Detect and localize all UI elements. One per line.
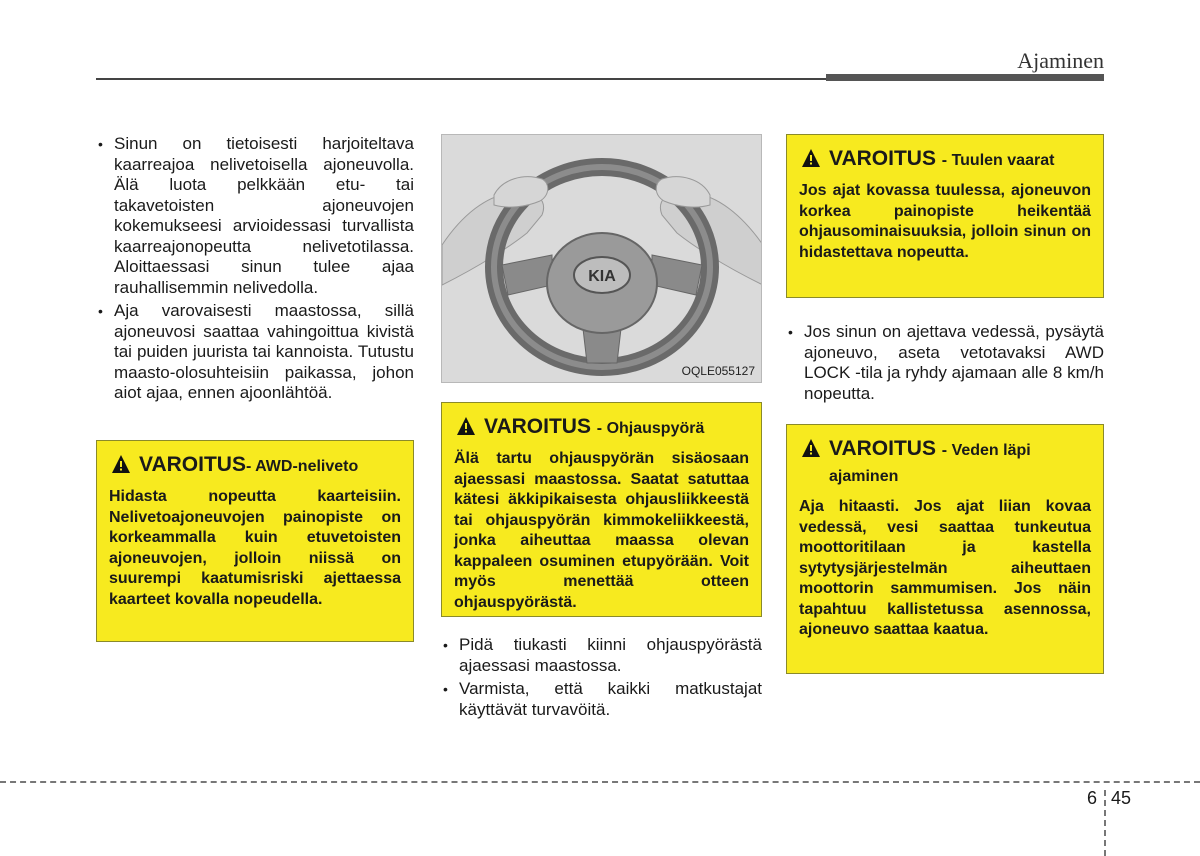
steering-wheel-illustration	[442, 135, 762, 383]
right-bullets	[786, 322, 1104, 407]
warning-triangle-icon	[801, 438, 821, 458]
middle-bullets	[441, 635, 762, 723]
warning-heading	[799, 147, 1091, 173]
warning-body: Älä tartu ohjauspyörän sisäosaan ajaessasi maastossa. Saatat satuttaa kätesi äkkipikaisesta ohjausliikkeestä tai ohjauspyörän kimmokeliikkeestä, jonka aiheuttaa maassa olevan kappaleen osuminen etupyörään. Voit myös menettää otteen ohjauspyörästä.	[454, 450, 749, 611]
left-bullet-list	[96, 134, 414, 404]
warning-title: - AWD-neliveto	[245, 458, 359, 475]
footer-rule	[0, 781, 1200, 783]
warning-box-wind	[786, 134, 1104, 298]
header-rule-accent	[826, 74, 1104, 81]
warning-body: Jos ajat kovassa tuulessa, ajoneuvon korkea painopiste heikentää ohjausominaisuuksia, jolloin sinun on hidastettava nopeutta.	[799, 182, 1091, 261]
list-item: • Varmista, että kaikki matkustajat käyttävät turvavöitä.	[441, 679, 762, 720]
warning-triangle-icon	[456, 416, 476, 436]
warning-title: - Ohjauspyörä	[596, 420, 705, 437]
warning-label: VAROITUS	[829, 147, 936, 170]
warning-body: Hidasta nopeutta kaarteisiin. Nelivetoajoneuvojen painopiste on korkeammalla kuin etuvetoisten ajoneuvojen, jolloin niissä on suurempi kaatumisriski ajettaessa kaarteet kovalla nopeudella.	[109, 488, 401, 608]
page-number: 45	[1111, 788, 1132, 808]
kia-logo-text: KIA	[588, 268, 616, 285]
warning-heading	[454, 415, 749, 441]
list-item: • Aja varovaisesti maastossa, sillä ajoneuvosi saattaa vahingoittua kivistä tai puiden juurista tai kannoista. Tutustu maasto-olosuhteisiin paikassa, johon aiot ajaa, ennen ajoonlähtöä.	[96, 301, 414, 404]
warning-body: Aja hitaasti. Jos ajat liian kovaa vedessä, vesi saattaa tunkeutua moottoritilaan ja kastella sytytysjärjestelmän aiheuttaen moottorin sammumisen. Jos näin tapahtuu kallistetussa asennossa, ajoneuvo saattaa kaatua.	[799, 498, 1091, 638]
warning-triangle-icon	[111, 454, 131, 474]
steering-wheel-figure	[441, 134, 762, 383]
right-bullet-list	[786, 322, 1104, 404]
warning-heading	[109, 453, 401, 479]
warning-box-awd	[96, 440, 414, 642]
left-column	[96, 134, 414, 407]
warning-label: VAROITUS	[484, 415, 591, 438]
chapter-number: 6	[1087, 788, 1098, 808]
warning-box-steering	[441, 402, 762, 617]
figure-code: OQLE055127	[681, 364, 755, 378]
warning-title: - Tuulen vaarat	[941, 152, 1055, 169]
warning-heading	[799, 437, 1091, 489]
warning-title: - Veden läpi ajaminen	[829, 442, 1031, 485]
warning-box-water	[786, 424, 1104, 674]
warning-label: VAROITUS	[829, 437, 936, 460]
list-item: • Jos sinun on ajettava vedessä, pysäytä ajoneuvo, aseta vetotavaksi AWD LOCK -tila ja ryhdy ajamaan alle 8 km/h nopeutta.	[786, 322, 1104, 404]
page-header-title: Ajaminen	[1017, 48, 1104, 73]
list-item: • Pidä tiukasti kiinni ohjauspyörästä ajaessasi maastossa.	[441, 635, 762, 676]
warning-label: VAROITUS	[139, 453, 246, 476]
warning-triangle-icon	[801, 148, 821, 168]
list-item: • Sinun on tietoisesti harjoiteltava kaarreajoa nelivetoisella ajoneuvolla. Älä luota pelkkään etu- tai takavetoisten ajoneuvojen kokemukseesi arvioidessasi turvallista kaarreajonopeutta nelivetotilassa. Aloittaessasi sinun tulee ajaa rauhallisemmin nelivedolla.	[96, 134, 414, 298]
middle-bullet-list	[441, 635, 762, 720]
page-number-divider	[1104, 790, 1106, 856]
